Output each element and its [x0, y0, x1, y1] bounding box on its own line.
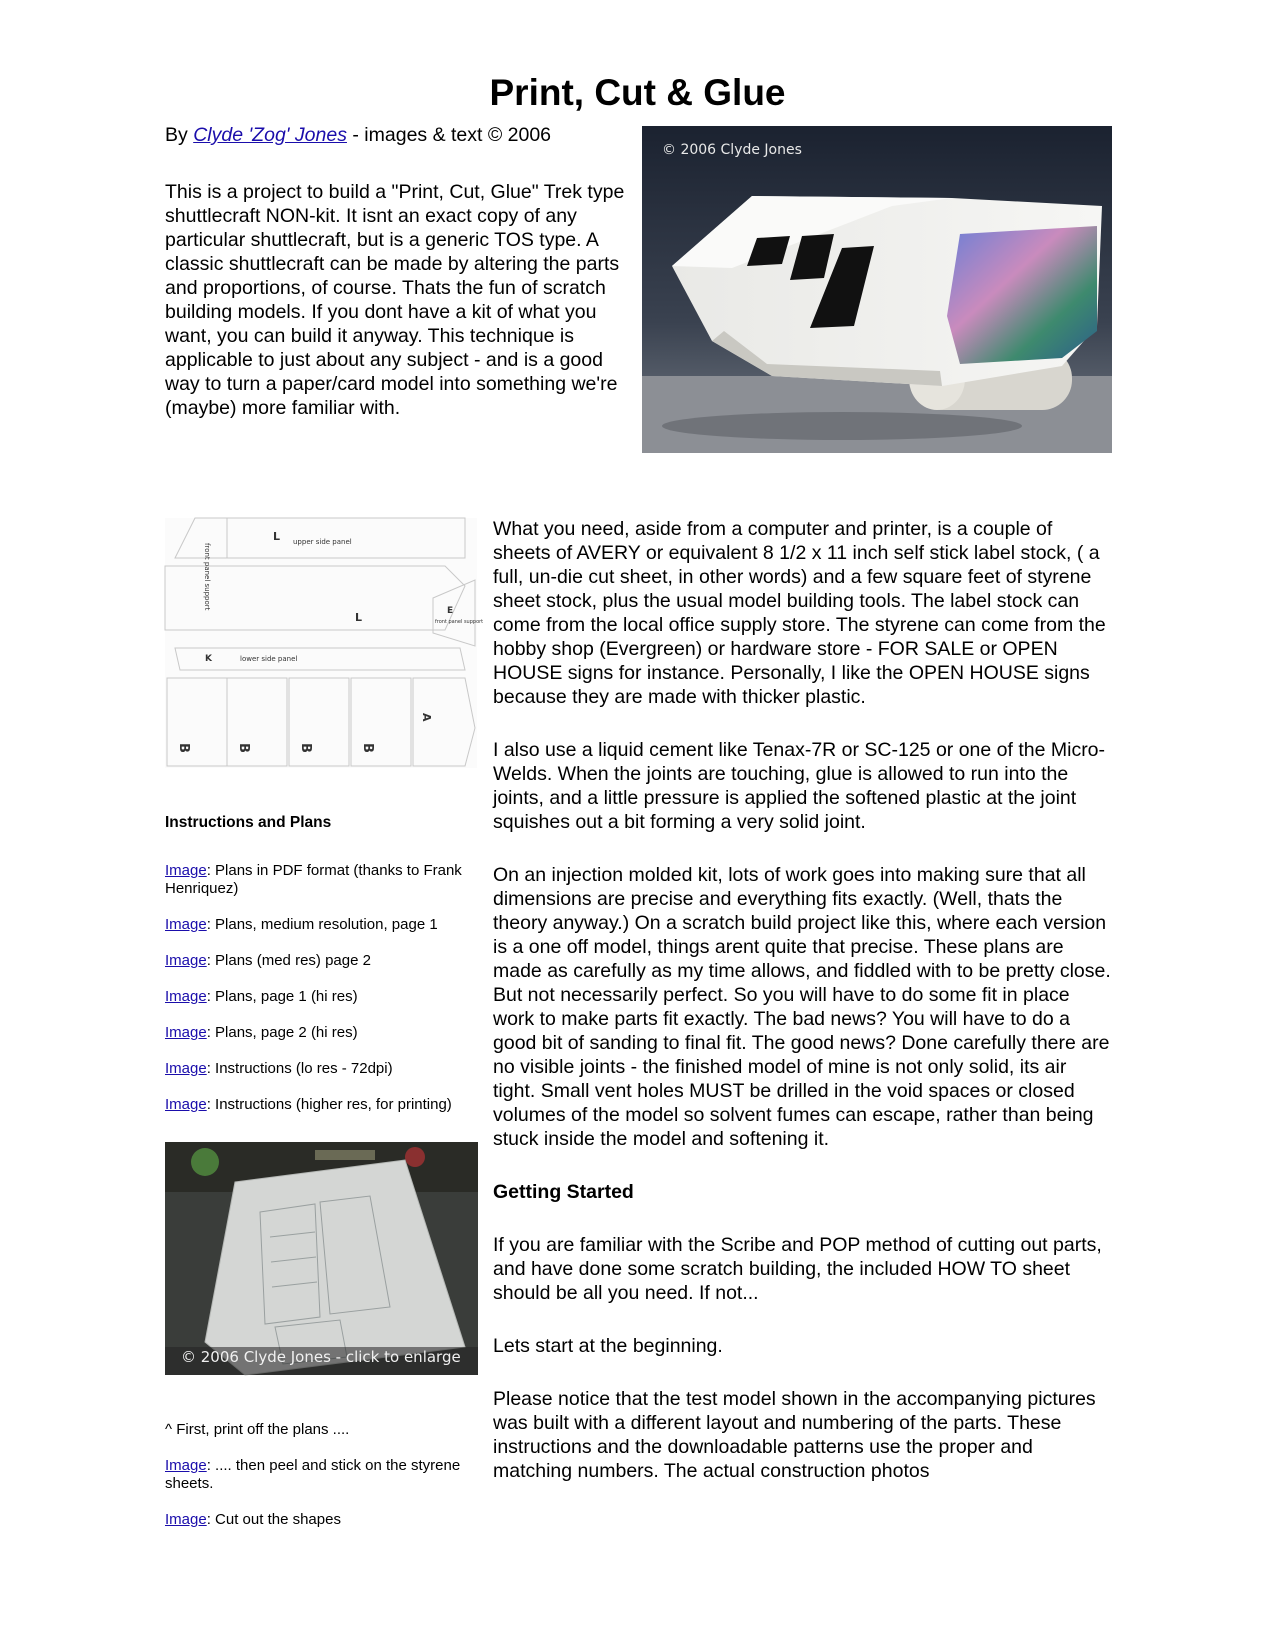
print-note: ^ First, print off the plans ....: [165, 1421, 350, 1438]
plans-label-8: front panel support: [435, 619, 484, 625]
page-title: Print, Cut & Glue: [489, 72, 786, 113]
link-description: : Plans in PDF format (thanks to Frank Henriquez): [165, 862, 462, 897]
image-link[interactable]: Image: [165, 1060, 207, 1077]
image-link[interactable]: Image: [165, 862, 207, 879]
byline-prefix: By: [165, 124, 194, 146]
list-item: [165, 1060, 485, 1078]
byline: [165, 124, 625, 147]
plans-label-10: B: [236, 743, 251, 753]
intro-paragraph: This is a project to build a "Print, Cut, Glue" Trek type shuttlecraft NON-kit. It isnt an exact copy of any particular shuttlecraft, but is a generic TOS type. A classic shuttlecraft can be made by altering the parts and proportions, of course. Thats the fun of scratch building models. If you dont have a kit of what you want, you can build it anyway. This technique is applicable to just about any subject - and is a good way to turn a paper/card model into something we're (maybe) more familiar with.: [165, 181, 625, 419]
paragraph-materials: What you need, aside from a computer and printer, is a couple of sheets of AVERY or equivalent 8 1/2 x 11 inch self stick label stock, ( a full, un-die cut sheet, in other words) and a few square feet of styrene sheet stock, plus the usual model building tools. The label stock can come from the local office supply store. The styrene can come from the hobby shop (Evergreen) or hardware store - FOR SALE or OPEN HOUSE signs for instance. Personally, I like the OPEN HOUSE signs because they are made with thicker plastic.: [493, 518, 1106, 708]
plans-thumbnail[interactable]: [165, 518, 484, 768]
main-content: [493, 517, 1113, 1512]
list-item: [165, 862, 485, 898]
image-link[interactable]: Image: [165, 1511, 207, 1528]
plans-label-5: lower side panel: [240, 655, 298, 663]
paragraph-start: Lets start at the beginning.: [493, 1335, 723, 1357]
image-link[interactable]: Image: [165, 952, 207, 969]
link-description: : Cut out the shapes: [206, 1511, 341, 1528]
printed-plans-photo[interactable]: [165, 1142, 478, 1375]
section-heading: Getting Started: [493, 1181, 634, 1203]
plans-label-1: front panel support: [203, 543, 211, 611]
plans-diagram: [165, 518, 484, 768]
image-link[interactable]: Image: [165, 916, 207, 933]
image-link[interactable]: Image: [165, 1024, 207, 1041]
list-item: [165, 1511, 485, 1529]
paragraph-cement: I also use a liquid cement like Tenax-7R or SC-125 or one of the Micro-Welds. When the joints are touching, glue is allowed to run into the joints, and a little pressure is applied the softened plastic at the joint squishes out a bit forming a very solid joint.: [493, 739, 1106, 833]
hero-caption: © 2006 Clyde Jones: [662, 142, 802, 158]
image-link[interactable]: Image: [165, 1096, 207, 1113]
link-description: : Instructions (higher res, for printing): [206, 1096, 452, 1113]
link-description: : Plans, medium resolution, page 1: [206, 916, 438, 933]
paragraph-notice: Please notice that the test model shown in the accompanying pictures was built with a different layout and numbering of the parts. These instructions and the downloadable patterns use the proper and matching numbers. The actual construction photos: [493, 1388, 1096, 1482]
plans-label-7: E: [447, 606, 454, 616]
image-link[interactable]: Image: [165, 988, 207, 1005]
byline-suffix: - images & text © 2006: [346, 124, 552, 146]
shuttlecraft-photo: [642, 126, 1112, 453]
plans-label-13: A: [420, 713, 433, 722]
plans-label-6: K: [205, 654, 212, 664]
plans-label-11: B: [298, 743, 313, 753]
link-description: : .... then peel and stick on the styrene sheets.: [165, 1457, 461, 1492]
list-item: [165, 916, 485, 934]
plans-label-12: B: [360, 743, 375, 753]
list-item: [165, 952, 485, 970]
plans-link-list: [165, 862, 485, 1132]
plans-label-2: upper side panel: [293, 538, 352, 546]
list-item: [165, 988, 485, 1006]
author-link[interactable]: Clyde 'Zog' Jones: [193, 124, 347, 146]
plans-label-9: B: [176, 743, 191, 753]
plans-label-4: L: [355, 611, 363, 624]
image-link[interactable]: Image: [165, 1457, 207, 1474]
sidebar-bottom: [165, 1421, 485, 1547]
link-description: : Plans (med res) page 2: [206, 952, 371, 969]
list-item: [165, 1024, 485, 1042]
list-item: [165, 1096, 485, 1114]
plans-label-3: L: [273, 530, 281, 543]
paragraph-scribe-pop: If you are familiar with the Scribe and POP method of cutting out parts, and have done some scratch building, the included HOW TO sheet should be all you need. If not...: [493, 1234, 1102, 1304]
photo-caption: © 2006 Clyde Jones - click to enlarge: [181, 1348, 461, 1366]
paragraph-precision: On an injection molded kit, lots of work goes into making sure that all dimensions are precise and everything fits exactly. (Well, thats the theory anyway.) On a scratch build project like this, where each version is a one off model, things arent quite that precise. These plans are made as carefully as my time allows, and fiddled with to be pretty close. But not necessarily perfect. So you will have to do some fit in place work to make parts fit exactly. The bad news? You will have to do a good bit of sanding to final fit. The good news? Done carefully there are no visible joints - the finished model of mine is not only solid, its air tight. Small vent holes MUST be drilled in the void spaces or closed volumes of the model so solvent fumes can escape, rather than being stuck inside the model and softening it.: [493, 864, 1111, 1150]
link-description: : Plans, page 1 (hi res): [206, 988, 358, 1005]
link-description: : Instructions (lo res - 72dpi): [206, 1060, 393, 1077]
sidebar-heading: Instructions and Plans: [165, 814, 332, 831]
link-description: : Plans, page 2 (hi res): [206, 1024, 358, 1041]
list-item: [165, 1457, 485, 1493]
